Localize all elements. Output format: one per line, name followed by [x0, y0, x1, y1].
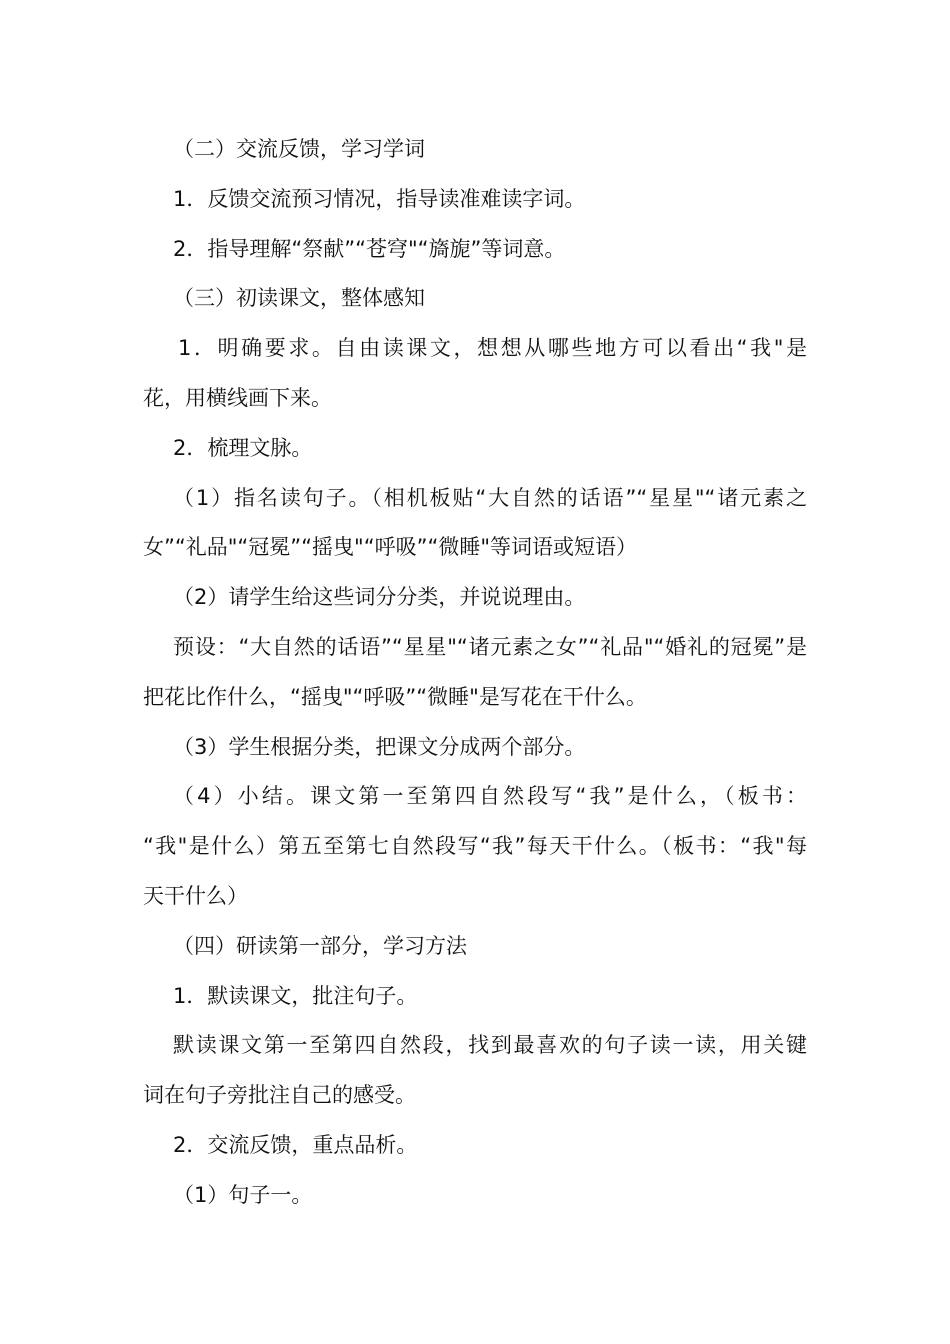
paragraph: 1．反馈交流预习情况，指导读准难读字词。	[173, 186, 586, 211]
paragraph: （4）小结。课文第一至第四自然段写“我”是什么，（板书：	[173, 784, 807, 809]
paragraph: 2．交流反馈，重点品析。	[173, 1132, 418, 1157]
paragraph: （3）学生根据分类，把课文分成两个部分。	[173, 734, 586, 759]
section-heading-4: （四）研读第一部分，学习方法	[173, 933, 467, 958]
paragraph: 女”“礼品"“冠冕”“摇曳"“呼吸”“微睡"等词语或短语）	[143, 535, 638, 560]
section-heading-2: （二）交流反馈，学习学词	[173, 137, 425, 161]
paragraph: 2．指导理解“祭献”“苍穹"“旖旎”等词意。	[173, 236, 566, 261]
document-body	[143, 125, 807, 1221]
paragraph: 预设：“大自然的话语”“星星"“诸元素之女”“礼品"“婚礼的冠冕”是	[173, 634, 807, 659]
paragraph: （2）请学生给这些词分分类，并说说理由。	[173, 585, 586, 610]
paragraph: 1．明确要求。自由读课文，想想从哪些地方可以看出“我"是	[178, 336, 807, 361]
paragraph: 默读课文第一至第四自然段，找到最喜欢的句子读一读，用关键	[173, 1033, 807, 1058]
paragraph: 词在句子旁批注自己的感受。	[143, 1083, 416, 1108]
section-heading-3: （三）初读课文，整体感知	[173, 286, 425, 311]
paragraph: 2．梳理文脉。	[173, 435, 313, 460]
paragraph: “我"是什么）第五至第七自然段写“我”每天干什么。（板书：“我"每	[143, 834, 807, 859]
paragraph: （1）指名读句子。（相机板贴“大自然的话语”“星星"“诸元素之	[173, 485, 807, 510]
paragraph: 天干什么）	[143, 883, 248, 908]
paragraph: （1）句子一。	[173, 1182, 313, 1207]
paragraph: 1．默读课文，批注句子。	[173, 983, 418, 1008]
paragraph: 把花比作什么，“摇曳"“呼吸”“微睡"是写花在干什么。	[143, 684, 647, 709]
paragraph: 花，用横线画下来。	[143, 385, 332, 410]
